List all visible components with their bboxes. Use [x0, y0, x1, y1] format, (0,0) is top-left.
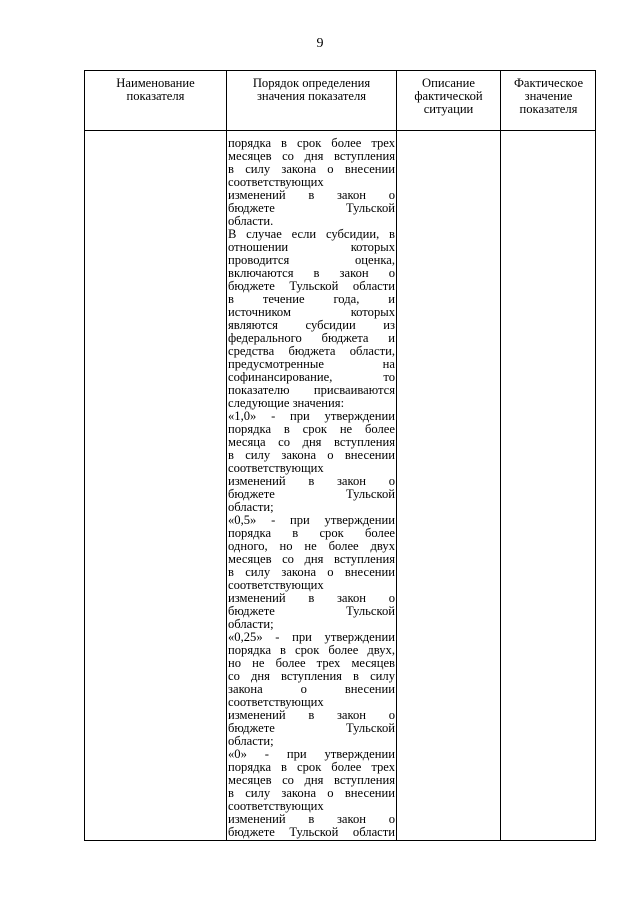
header-line: Наименование [116, 76, 195, 90]
procedure-line: месяца со дня вступления [228, 435, 395, 449]
procedure-line: порядка в срок не более [228, 422, 395, 436]
header-line: фактической [414, 89, 483, 103]
procedure-line: порядка в срок более двух, [228, 643, 395, 657]
header-line: Фактическое [513, 76, 584, 90]
procedure-line: предусмотренные на [228, 357, 395, 371]
procedure-line: порядка в срок более трех [228, 136, 395, 150]
procedure-line: проводится оценка, [228, 253, 395, 267]
header-indicator-name [85, 77, 226, 103]
procedure-line: «0,5» - при утверждении [228, 513, 395, 527]
procedure-line: месяцев со дня вступления [228, 552, 395, 566]
procedure-line: месяцев со дня вступления [228, 149, 395, 163]
header-procedure [227, 77, 396, 103]
procedure-line: закона о внесении [228, 682, 395, 696]
procedure-line: изменений в закон о [228, 812, 395, 826]
procedure-line: в силу закона о внесении [228, 448, 395, 462]
header-line: значения показателя [256, 89, 367, 103]
procedure-line: В случае если субсидии, в [228, 227, 395, 241]
procedure-line: но не более трех месяцев [228, 656, 395, 670]
procedure-line: соответствующих [228, 175, 324, 189]
procedure-line: изменений в закон о [228, 591, 395, 605]
procedure-line: следующие значения: [228, 396, 345, 410]
page-number: 9 [316, 36, 324, 51]
procedure-line: области; [228, 734, 274, 748]
procedure-line: бюджете Тульской [228, 604, 395, 618]
procedure-line: со дня вступления в силу [228, 669, 395, 683]
procedure-line: в силу закона о внесении [228, 162, 395, 176]
procedure-line: одного, но не более двух [228, 539, 395, 553]
procedure-line: бюджете Тульской [228, 487, 395, 501]
procedure-line: порядка в срок более трех [228, 760, 395, 774]
procedure-line: источником которых [228, 305, 395, 319]
header-line: ситуации [423, 102, 474, 116]
procedure-cell [228, 137, 395, 839]
column-divider [226, 71, 227, 840]
procedure-line: соответствующих [228, 799, 324, 813]
procedure-line: софинансирование, то [228, 370, 395, 384]
procedure-line: являются субсидии из [228, 318, 395, 332]
procedure-line: «0» - при утверждении [228, 747, 395, 761]
column-divider [396, 71, 397, 840]
procedure-line: области. [228, 214, 274, 228]
procedure-line: месяцев со дня вступления [228, 773, 395, 787]
header-actual-situation [397, 77, 500, 116]
procedure-line: в течение года, и [228, 292, 395, 306]
header-line: показателя [519, 102, 578, 116]
procedure-line: средства бюджета области, [228, 344, 395, 358]
procedure-line: бюджете Тульской [228, 721, 395, 735]
procedure-line: «0,25» - при утверждении [228, 630, 395, 644]
procedure-line: соответствующих [228, 578, 324, 592]
procedure-line: порядка в срок более [228, 526, 395, 540]
procedure-line: изменений в закон о [228, 474, 395, 488]
procedure-line: «1,0» - при утверждении [228, 409, 395, 423]
procedure-line: области; [228, 617, 274, 631]
procedure-line: бюджете Тульской [228, 201, 395, 215]
procedure-line: в силу закона о внесении [228, 565, 395, 579]
column-divider [500, 71, 501, 840]
procedure-line: изменений в закон о [228, 188, 395, 202]
procedure-line: отношении которых [228, 240, 395, 254]
header-line: показателя [126, 89, 185, 103]
procedure-line: соответствующих [228, 695, 324, 709]
procedure-line: бюджете Тульской области [228, 279, 395, 293]
procedure-line: изменений в закон о [228, 708, 395, 722]
procedure-line: бюджете Тульской области [228, 825, 395, 839]
header-line: значение [524, 89, 573, 103]
header-line: Порядок определения [252, 76, 371, 90]
procedure-line: в силу закона о внесении [228, 786, 395, 800]
header-divider [85, 130, 595, 131]
header-actual-value [501, 77, 596, 116]
procedure-line: области; [228, 500, 274, 514]
indicator-table [84, 70, 596, 841]
procedure-line: соответствующих [228, 461, 324, 475]
header-line: Описание [422, 76, 475, 90]
procedure-line: включаются в закон о [228, 266, 395, 280]
procedure-line: показателю присваиваются [228, 383, 395, 397]
procedure-line: федерального бюджета и [228, 331, 395, 345]
